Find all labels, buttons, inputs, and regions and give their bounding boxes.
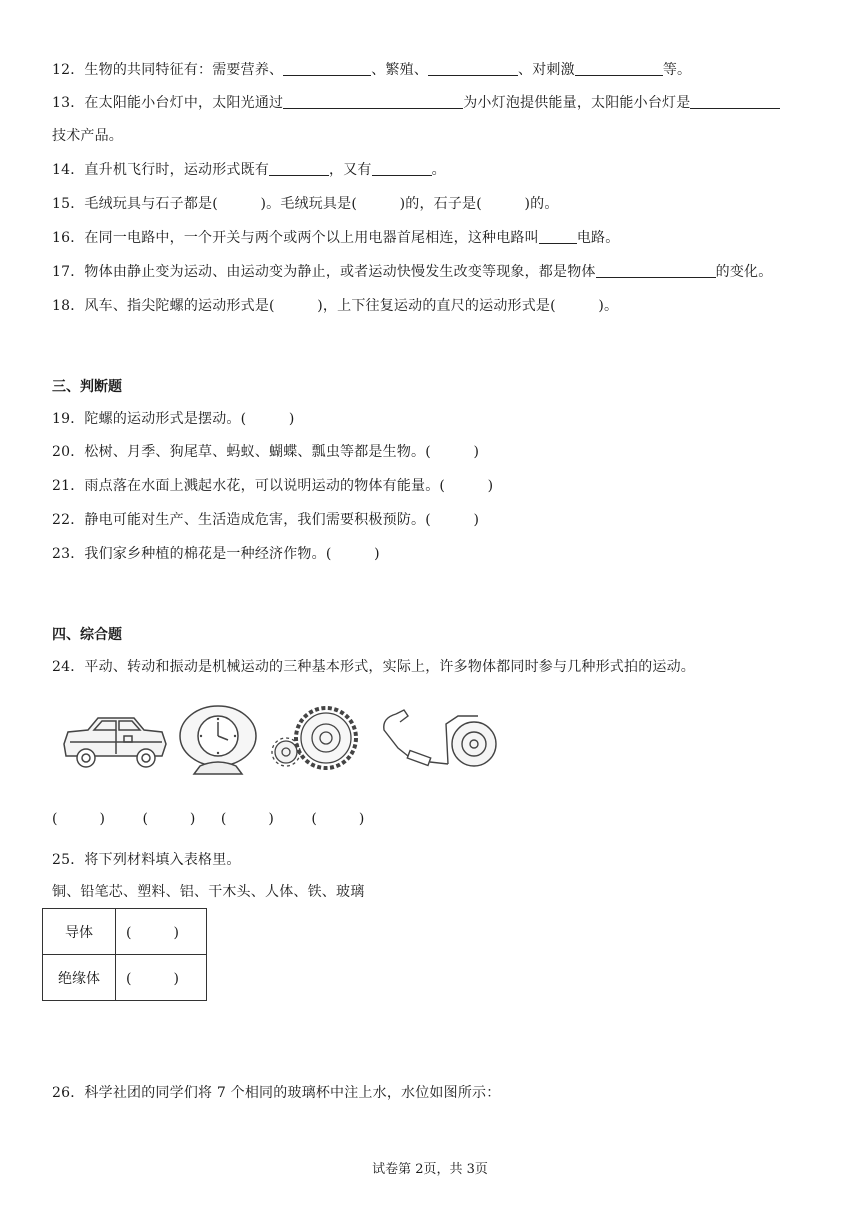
question-14: 14．直升机飞行时，运动形式既有 ，又有 。 — [52, 162, 446, 178]
blank — [372, 161, 432, 176]
table-row — [43, 955, 207, 1001]
page-footer: 试卷第 2页，共 3页 — [372, 1162, 488, 1177]
classification-table — [42, 908, 207, 1001]
question-18: 18．风车、指尖陀螺的运动形式是( )，上下往复运动的直尺的运动形式是( )。 — [52, 298, 619, 314]
question-13: 13．在太阳能小台灯中，太阳光通过 为小灯泡提供能量，太阳能小台灯是 — [52, 93, 780, 113]
blank — [690, 94, 780, 109]
question-17: 17．物体由静止变为运动、由运动变为静止，或者运动快慢发生改变等现象，都是物体 的变化。 — [52, 264, 773, 280]
question-15: 15．毛绒玩具与石子都是( )。毛绒玩具是( )的，石子是( )的。 — [52, 196, 559, 212]
section-title: 四、综合题 — [52, 627, 122, 643]
sander-illustration — [374, 700, 500, 780]
question-19: 19．陀螺的运动形式是摆动。( ) — [52, 411, 295, 427]
table-cell-answer: ( ) — [116, 955, 207, 1001]
table-cell-answer: ( ) — [116, 909, 207, 955]
question-13-cont: 技术产品。 — [52, 128, 123, 144]
question-23: 23．我们家乡种植的棉花是一种经济作物。( ) — [52, 546, 380, 562]
clock-illustration — [176, 700, 260, 780]
question-22: 22．静电可能对生产、生活造成危害，我们需要积极预防。( ) — [52, 512, 480, 528]
materials-list: 铜、铅笔芯、塑料、铝、干木头、人体、铁、玻璃 — [52, 884, 365, 900]
table-cell-label: 绝缘体 — [43, 955, 116, 1001]
question-26: 26．科学社团的同学们将 7 个相同的玻璃杯中注上水，水位如图所示： — [52, 1085, 501, 1101]
blank — [269, 161, 329, 176]
answer-blank: ( ) — [311, 811, 365, 827]
question-24: 24．平动、转动和振动是机械运动的三种基本形式，实际上，许多物体都同时参与几种形式拍的运动。 — [52, 659, 696, 675]
blank — [283, 61, 371, 76]
question-25: 25．将下列材料填入表格里。 — [52, 852, 241, 868]
table-cell-label: 导体 — [43, 909, 116, 955]
blank — [283, 94, 463, 109]
section-title: 三、判断题 — [52, 379, 122, 395]
answer-blank: ( ) — [220, 811, 274, 827]
answer-blank: ( ) — [52, 811, 105, 827]
question-21: 21．雨点落在水面上溅起水花，可以说明运动的物体有能量。( ) — [52, 478, 494, 494]
question-16: 16．在同一电路中，一个开关与两个或两个以上用电器首尾相连，这种电路叫 电路。 — [52, 230, 620, 246]
question-20: 20．松树、月季、狗尾草、蚂蚁、蝴蝶、瓢虫等都是生物。( ) — [52, 444, 480, 460]
table-row — [43, 909, 207, 955]
blank — [575, 61, 663, 76]
blank — [428, 61, 518, 76]
blank — [539, 229, 577, 244]
answer-blank: ( ) — [142, 811, 196, 827]
car-illustration — [58, 700, 170, 780]
gears-illustration — [270, 700, 360, 780]
blank — [596, 263, 716, 278]
answer-row — [52, 808, 397, 828]
question-12: 12．生物的共同特征有：需要营养、 、繁殖、 、对刺激 等。 — [52, 62, 692, 78]
